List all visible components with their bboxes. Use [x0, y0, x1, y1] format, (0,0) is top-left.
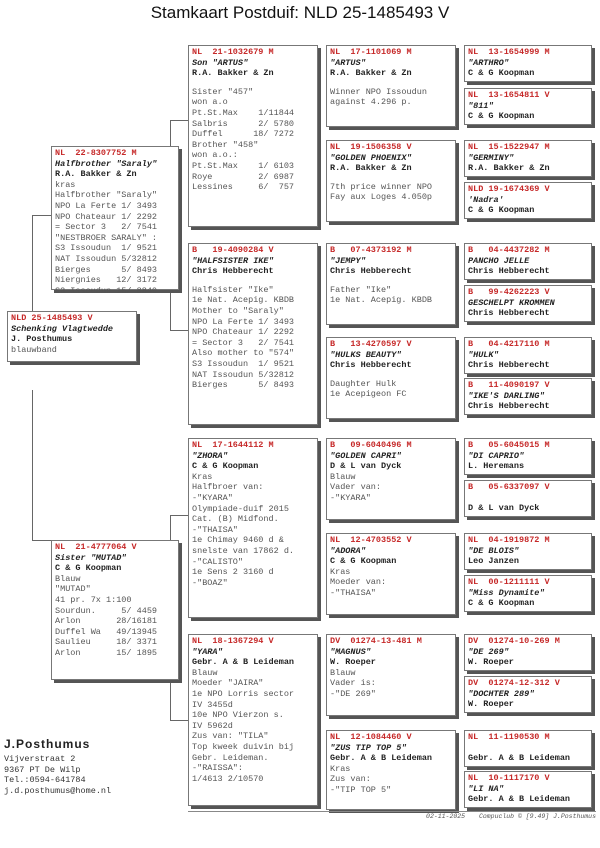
pigeon-name: "ARTUS": [330, 57, 366, 68]
info-line: "NESTBROER SARALY" :: [55, 232, 158, 243]
info-line: 1e Acepigeon FC: [330, 389, 407, 400]
ring-number: B 19-4090284 V: [192, 245, 274, 255]
info-line: kras: [55, 179, 76, 190]
ring-number: B 07-4373192 M: [330, 245, 412, 255]
pigeon-card-mother[interactable]: [51, 540, 179, 680]
connector-line: [32, 215, 52, 216]
info-line: Blauw: [192, 667, 218, 678]
ring-number: B 04-4437282 M: [468, 245, 550, 255]
owner-name: R.A. Bakker & Zn: [330, 68, 412, 79]
ring-number: NL 12-1084460 V: [330, 732, 412, 742]
pigeon-name: Schenking Vlagtwedde: [11, 323, 114, 334]
owner-name: R.A. Bakker & Zn: [192, 68, 274, 79]
info-line: Father "Ike": [330, 284, 392, 295]
info-line: 10e NPO Vierzon s.: [192, 710, 284, 721]
owner-name: C & G Koopman: [330, 556, 397, 567]
pigeon-name: "ADORA": [330, 545, 366, 556]
ring-number: NL 21-4777064 V: [55, 542, 137, 552]
ring-number: B 04-4217110 M: [468, 339, 550, 349]
pigeon-card-ffm[interactable]: [326, 140, 456, 222]
info-line: Pt.St.Max 1/ 6103: [192, 160, 295, 171]
ring-number: NLD 19-1674369 V: [468, 184, 550, 194]
info-line: "MUTAD": [55, 584, 91, 595]
info-line: won a.o.:: [192, 150, 238, 161]
info-line: S3 Issoudun 15/ 8840: [55, 285, 158, 296]
owner-name: Gebr. A & B Leideman: [330, 753, 433, 764]
owner-name: C & G Koopman: [192, 461, 259, 472]
info-line: NPO La Ferte 1/ 3493: [55, 200, 158, 211]
connector-line: [32, 390, 33, 540]
info-line: NPO Chateaur 1/ 2292: [55, 211, 158, 222]
owner-name: R.A. Bakker & Zn: [55, 169, 137, 180]
info-line: Mother to "Saraly": [192, 305, 284, 316]
info-line: -"RAISSA":: [192, 763, 244, 774]
ring-number: NL 17-1644112 M: [192, 440, 274, 450]
owner-name: Chris Hebberecht: [192, 266, 274, 277]
print-date: 02-11-2025: [426, 813, 466, 820]
pigeon-name: "MAGNUS": [330, 646, 371, 657]
pigeon-card-g2[interactable]: [464, 88, 592, 125]
info-line: Duffel Wa 49/13945: [55, 626, 158, 637]
ring-number: NL 17-1101069 M: [330, 47, 412, 57]
pigeon-card-g12[interactable]: [464, 575, 592, 612]
info-line: Top kweek duivin bij: [192, 741, 295, 752]
owner-name: Chris Hebberecht: [468, 360, 550, 371]
info-line: = Sector 3 2/ 7541: [192, 337, 295, 348]
pigeon-card-mf[interactable]: [188, 438, 318, 618]
ring-number: DV 01274-13-481 M: [330, 636, 422, 646]
info-line: 1e Chimay 9460 d &: [192, 535, 284, 546]
info-line: IV 5962d: [192, 720, 233, 731]
info-line: Zus van: "TILA": [192, 731, 269, 742]
info-line: -"THAISA": [330, 587, 376, 598]
info-line: [330, 371, 452, 379]
info-line: 41 pr. 7x 1:100: [55, 594, 132, 605]
pigeon-card-g5[interactable]: [464, 243, 592, 280]
info-line: Zus van:: [330, 774, 371, 785]
owner-name: C & G Koopman: [468, 205, 535, 216]
pigeon-name: "DE 269": [468, 646, 509, 657]
owner-name: Chris Hebberecht: [330, 360, 412, 371]
owner-name: Leo Janzen: [468, 556, 520, 567]
owner-name: R.A. Bakker & Zn: [468, 163, 550, 174]
page-title: Stamkaart Postduif: NLD 25-1485493 V: [150, 3, 450, 22]
info-line: Kras: [330, 763, 351, 774]
info-line: Moeder "JAIRA": [192, 678, 264, 689]
owner-name: Chris Hebberecht: [468, 308, 550, 319]
ring-number: DV 01274-10-269 M: [468, 636, 560, 646]
pigeon-card-g13[interactable]: [464, 634, 592, 671]
info-line: Vader van:: [330, 482, 382, 493]
info-line: -"BOAZ": [192, 577, 228, 588]
info-line: [330, 174, 452, 182]
owner-name: C & G Koopman: [468, 68, 535, 79]
pigeon-name: "ZUS TIP TOP 5": [330, 742, 407, 753]
ring-number: B 99-4262223 V: [468, 287, 550, 297]
ring-number: B 09-6040496 M: [330, 440, 412, 450]
pigeon-card-g16[interactable]: [464, 771, 592, 808]
info-line: NAT Issoudun 5/32812: [55, 253, 158, 264]
owner-name: D & L van Dyck: [330, 461, 402, 472]
info-line: won a.o: [192, 97, 228, 108]
owner-name: W. Roeper: [468, 699, 514, 710]
breeder-phone: Tel.:0594-641784: [4, 775, 86, 786]
connector-line: [32, 540, 52, 541]
info-line: [192, 79, 314, 87]
info-line: Vader is:: [330, 678, 376, 689]
info-line: [330, 277, 452, 285]
pigeon-name: "JEMPY": [330, 255, 366, 266]
info-line: S3 Issoudun 1/ 9521: [192, 358, 295, 369]
pigeon-card-g14[interactable]: [464, 676, 592, 713]
info-line: NPO Chateaur 1/ 2292: [192, 327, 295, 338]
info-line: -"TIP TOP 5": [330, 784, 392, 795]
info-line: Brother "458": [192, 139, 259, 150]
info-line: Moeder van:: [330, 577, 387, 588]
info-line: 1/4613 2/10570: [192, 773, 264, 784]
owner-name: C & G Koopman: [55, 563, 122, 574]
info-line: 1e NPO Lorris sector: [192, 688, 295, 699]
pigeon-card-g3[interactable]: [464, 140, 592, 177]
breeder-address: [4, 754, 111, 796]
owner-name: W. Roeper: [330, 657, 376, 668]
info-line: Roye 2/ 6987: [192, 171, 295, 182]
ring-number: NL 00-1211111 V: [468, 577, 550, 587]
pigeon-card-fff[interactable]: [326, 45, 456, 127]
ring-number: B 13-4270597 V: [330, 339, 412, 349]
ring-number: NL 18-1367294 V: [192, 636, 274, 646]
ring-number: NL 12-4703552 V: [330, 535, 412, 545]
info-line: 1e Sens 2 3160 d: [192, 567, 274, 578]
info-line: Lessines 6/ 757: [192, 182, 295, 193]
owner-name: D & L van Dyck: [468, 502, 540, 513]
info-line: Also mother to "574": [192, 348, 295, 359]
info-line: Bierges 5/ 8493: [55, 264, 158, 275]
info-line: = Sector 3 2/ 7541: [55, 222, 158, 233]
pigeon-name: "IKE'S DARLING": [468, 390, 545, 401]
pigeon-name: "ARTHRO": [468, 57, 509, 68]
pigeon-name: "Miss Dynamite": [468, 587, 545, 598]
pigeon-name: "HALFSISTER IKE": [192, 255, 274, 266]
info-line: Halfbroer van:: [192, 482, 264, 493]
pigeon-card-mm[interactable]: [188, 634, 318, 806]
pigeon-name: Son "ARTUS": [192, 57, 249, 68]
pigeon-name: "YARA": [192, 646, 223, 657]
info-line: Halfsister "Ike": [192, 284, 274, 295]
info-line: Blauw: [330, 667, 356, 678]
ring-number: NL 10-1117170 V: [468, 773, 550, 783]
pigeon-card-mfm[interactable]: [326, 533, 456, 615]
owner-name: Chris Hebberecht: [468, 266, 550, 277]
owner-name: Gebr. A & B Leideman: [468, 794, 571, 805]
info-line: Arlon 28/16181: [55, 616, 158, 627]
info-line: [330, 79, 452, 87]
pigeon-name: [468, 493, 588, 503]
pigeon-card-g1[interactable]: [464, 45, 592, 82]
info-line: Cat. (B) Midfond.: [192, 514, 279, 525]
pigeon-card-fm[interactable]: [188, 243, 318, 425]
info-line: Arlon 15/ 1895: [55, 647, 158, 658]
pigeon-name: "LI NA": [468, 783, 504, 794]
pigeon-card-ff[interactable]: [188, 45, 318, 227]
pigeon-card-mff[interactable]: [326, 438, 456, 520]
owner-name: C & G Koopman: [468, 598, 535, 609]
pigeon-card-fmm[interactable]: [326, 337, 456, 419]
pigeon-name: "DE BLOIS": [468, 545, 520, 556]
info-line: S3 Issoudun 1/ 9521: [55, 243, 158, 254]
info-line: Bierges 5/ 8493: [192, 380, 295, 391]
ring-number: B 05-6337097 V: [468, 482, 550, 492]
pigeon-card-g7[interactable]: [464, 337, 592, 374]
ring-number: NL 13-1654811 V: [468, 90, 550, 100]
pigeon-card-subject[interactable]: [7, 311, 137, 362]
info-line: IV 3455d: [192, 699, 233, 710]
info-line: [192, 277, 314, 285]
owner-name: J. Posthumus: [11, 334, 73, 345]
ring-number: B 11-4090197 V: [468, 380, 550, 390]
ring-number: NLD 25-1485493 V: [11, 313, 93, 323]
pigeon-name: "GOLDEN PHOENIX": [330, 152, 412, 163]
ring-number: B 05-6045015 M: [468, 440, 550, 450]
info-line: Salbris 2/ 5780: [192, 118, 295, 129]
info-line: -"THAISA": [192, 524, 238, 535]
info-line: 1e Nat. Acepig. KBDB: [330, 295, 433, 306]
ring-number: DV 01274-12-312 V: [468, 678, 560, 688]
pigeon-card-mmm[interactable]: [326, 730, 456, 810]
pigeon-card-g8[interactable]: [464, 378, 592, 415]
owner-name: W. Roeper: [468, 657, 514, 668]
info-line: Sister "457": [192, 86, 254, 97]
connector-line: [170, 120, 188, 121]
pigeon-name: GESCHELPT KROMMEN: [468, 297, 555, 308]
ring-number: NL 04-1919872 M: [468, 535, 550, 545]
pigeon-name: "DI CAPRIO": [468, 450, 525, 461]
owner-name: Chris Hebberecht: [468, 401, 550, 412]
pigeon-name: "HULKS BEAUTY": [330, 349, 402, 360]
breeder-city: 9367 PT De Wilp: [4, 764, 81, 775]
info-line: 1e Nat. Acepig. KBDB: [192, 295, 295, 306]
pigeon-name: 'Nadra': [468, 194, 504, 205]
info-line: Saulieu 18/ 3371: [55, 637, 158, 648]
ring-number: NL 13-1654999 M: [468, 47, 550, 57]
connector-line: [170, 515, 188, 516]
info-line: blauwband: [11, 344, 57, 355]
info-line: NAT Issoudun 5/32812: [192, 369, 295, 380]
info-line: Winner NPO Issoudun: [330, 86, 427, 97]
owner-name: R.A. Bakker & Zn: [330, 163, 412, 174]
pigeon-name: [468, 743, 588, 753]
software-credit: Compuclub © [9.49] J.Posthumus: [478, 813, 596, 820]
info-line: -"KYARA": [330, 492, 371, 503]
owner-name: Chris Hebberecht: [330, 266, 412, 277]
info-line: 7th price winner NPO: [330, 181, 433, 192]
pigeon-name: Halfbrother "Saraly": [55, 158, 158, 169]
info-line: -"DE 269": [330, 688, 376, 699]
pigeon-card-g9[interactable]: [464, 438, 592, 475]
pigeon-name: "GERMINY": [468, 152, 514, 163]
info-line: Sourdun. 5/ 4459: [55, 605, 158, 616]
info-line: Daughter Hulk: [330, 378, 397, 389]
breeder-street: Vijverstraat 2: [4, 754, 76, 764]
pigeon-name: "ZHORA": [192, 450, 228, 461]
pigeon-name: "811": [468, 100, 494, 111]
pigeon-card-g4[interactable]: [464, 182, 592, 219]
ring-number: NL 22-8307752 M: [55, 148, 137, 158]
info-line: NPO La Ferte 1/ 3493: [192, 316, 295, 327]
connector-line: [170, 330, 188, 331]
info-line: -"KYARA": [192, 492, 233, 503]
info-line: Pt.St.Max 1/11844: [192, 107, 295, 118]
ring-number: NL 15-1522947 M: [468, 142, 550, 152]
pigeon-name: PANCHO JELLE: [468, 255, 530, 266]
footer-bar: [188, 811, 596, 820]
info-line: Duffel 18/ 7272: [192, 129, 295, 140]
owner-name: Gebr. A & B Leideman: [192, 657, 295, 668]
owner-name: L. Heremans: [468, 461, 525, 472]
info-line: Olympiade-duif 2015: [192, 503, 289, 514]
pigeon-card-mmf[interactable]: [326, 634, 456, 716]
pigeon-name: Sister "MUTAD": [55, 552, 127, 563]
info-line: Blauw: [330, 471, 356, 482]
breeder-name: J.Posthumus: [4, 737, 91, 751]
ring-number: NL 19-1506358 V: [330, 142, 412, 152]
pigeon-card-g11[interactable]: [464, 533, 592, 570]
owner-name: Gebr. A & B Leideman: [468, 752, 571, 763]
info-line: against 4.296 p.: [330, 97, 412, 108]
pigeon-card-g6[interactable]: [464, 285, 592, 322]
info-line: Kras: [330, 566, 351, 577]
info-line: Niergnies 12/ 3172: [55, 275, 158, 286]
owner-name: C & G Koopman: [468, 111, 535, 122]
info-line: Blauw: [55, 573, 81, 584]
pigeon-name: "HULK": [468, 349, 499, 360]
pigeon-name: "GOLDEN CAPRI": [330, 450, 402, 461]
info-line: -"CALISTO": [192, 556, 244, 567]
breeder-email: j.d.posthumus@home.nl: [4, 785, 112, 796]
ring-number: NL 21-1032679 M: [192, 47, 274, 57]
pigeon-card-g10[interactable]: [464, 480, 592, 517]
info-line: Halfbrother "Saraly": [55, 190, 158, 201]
pigeon-card-g15[interactable]: [464, 730, 592, 767]
pigeon-card-father[interactable]: [51, 146, 179, 296]
info-line: Fay aux Loges 4.050p: [330, 192, 433, 203]
info-line: Gebr. Leideman.: [192, 752, 269, 763]
ring-number: NL 11-1190530 M: [468, 732, 550, 742]
pigeon-name: "DOCHTER 289": [468, 688, 535, 699]
info-line: Kras: [192, 471, 213, 482]
pigeon-card-fmf[interactable]: [326, 243, 456, 325]
connector-line: [170, 720, 188, 721]
info-line: snelste van 17862 d.: [192, 545, 295, 556]
